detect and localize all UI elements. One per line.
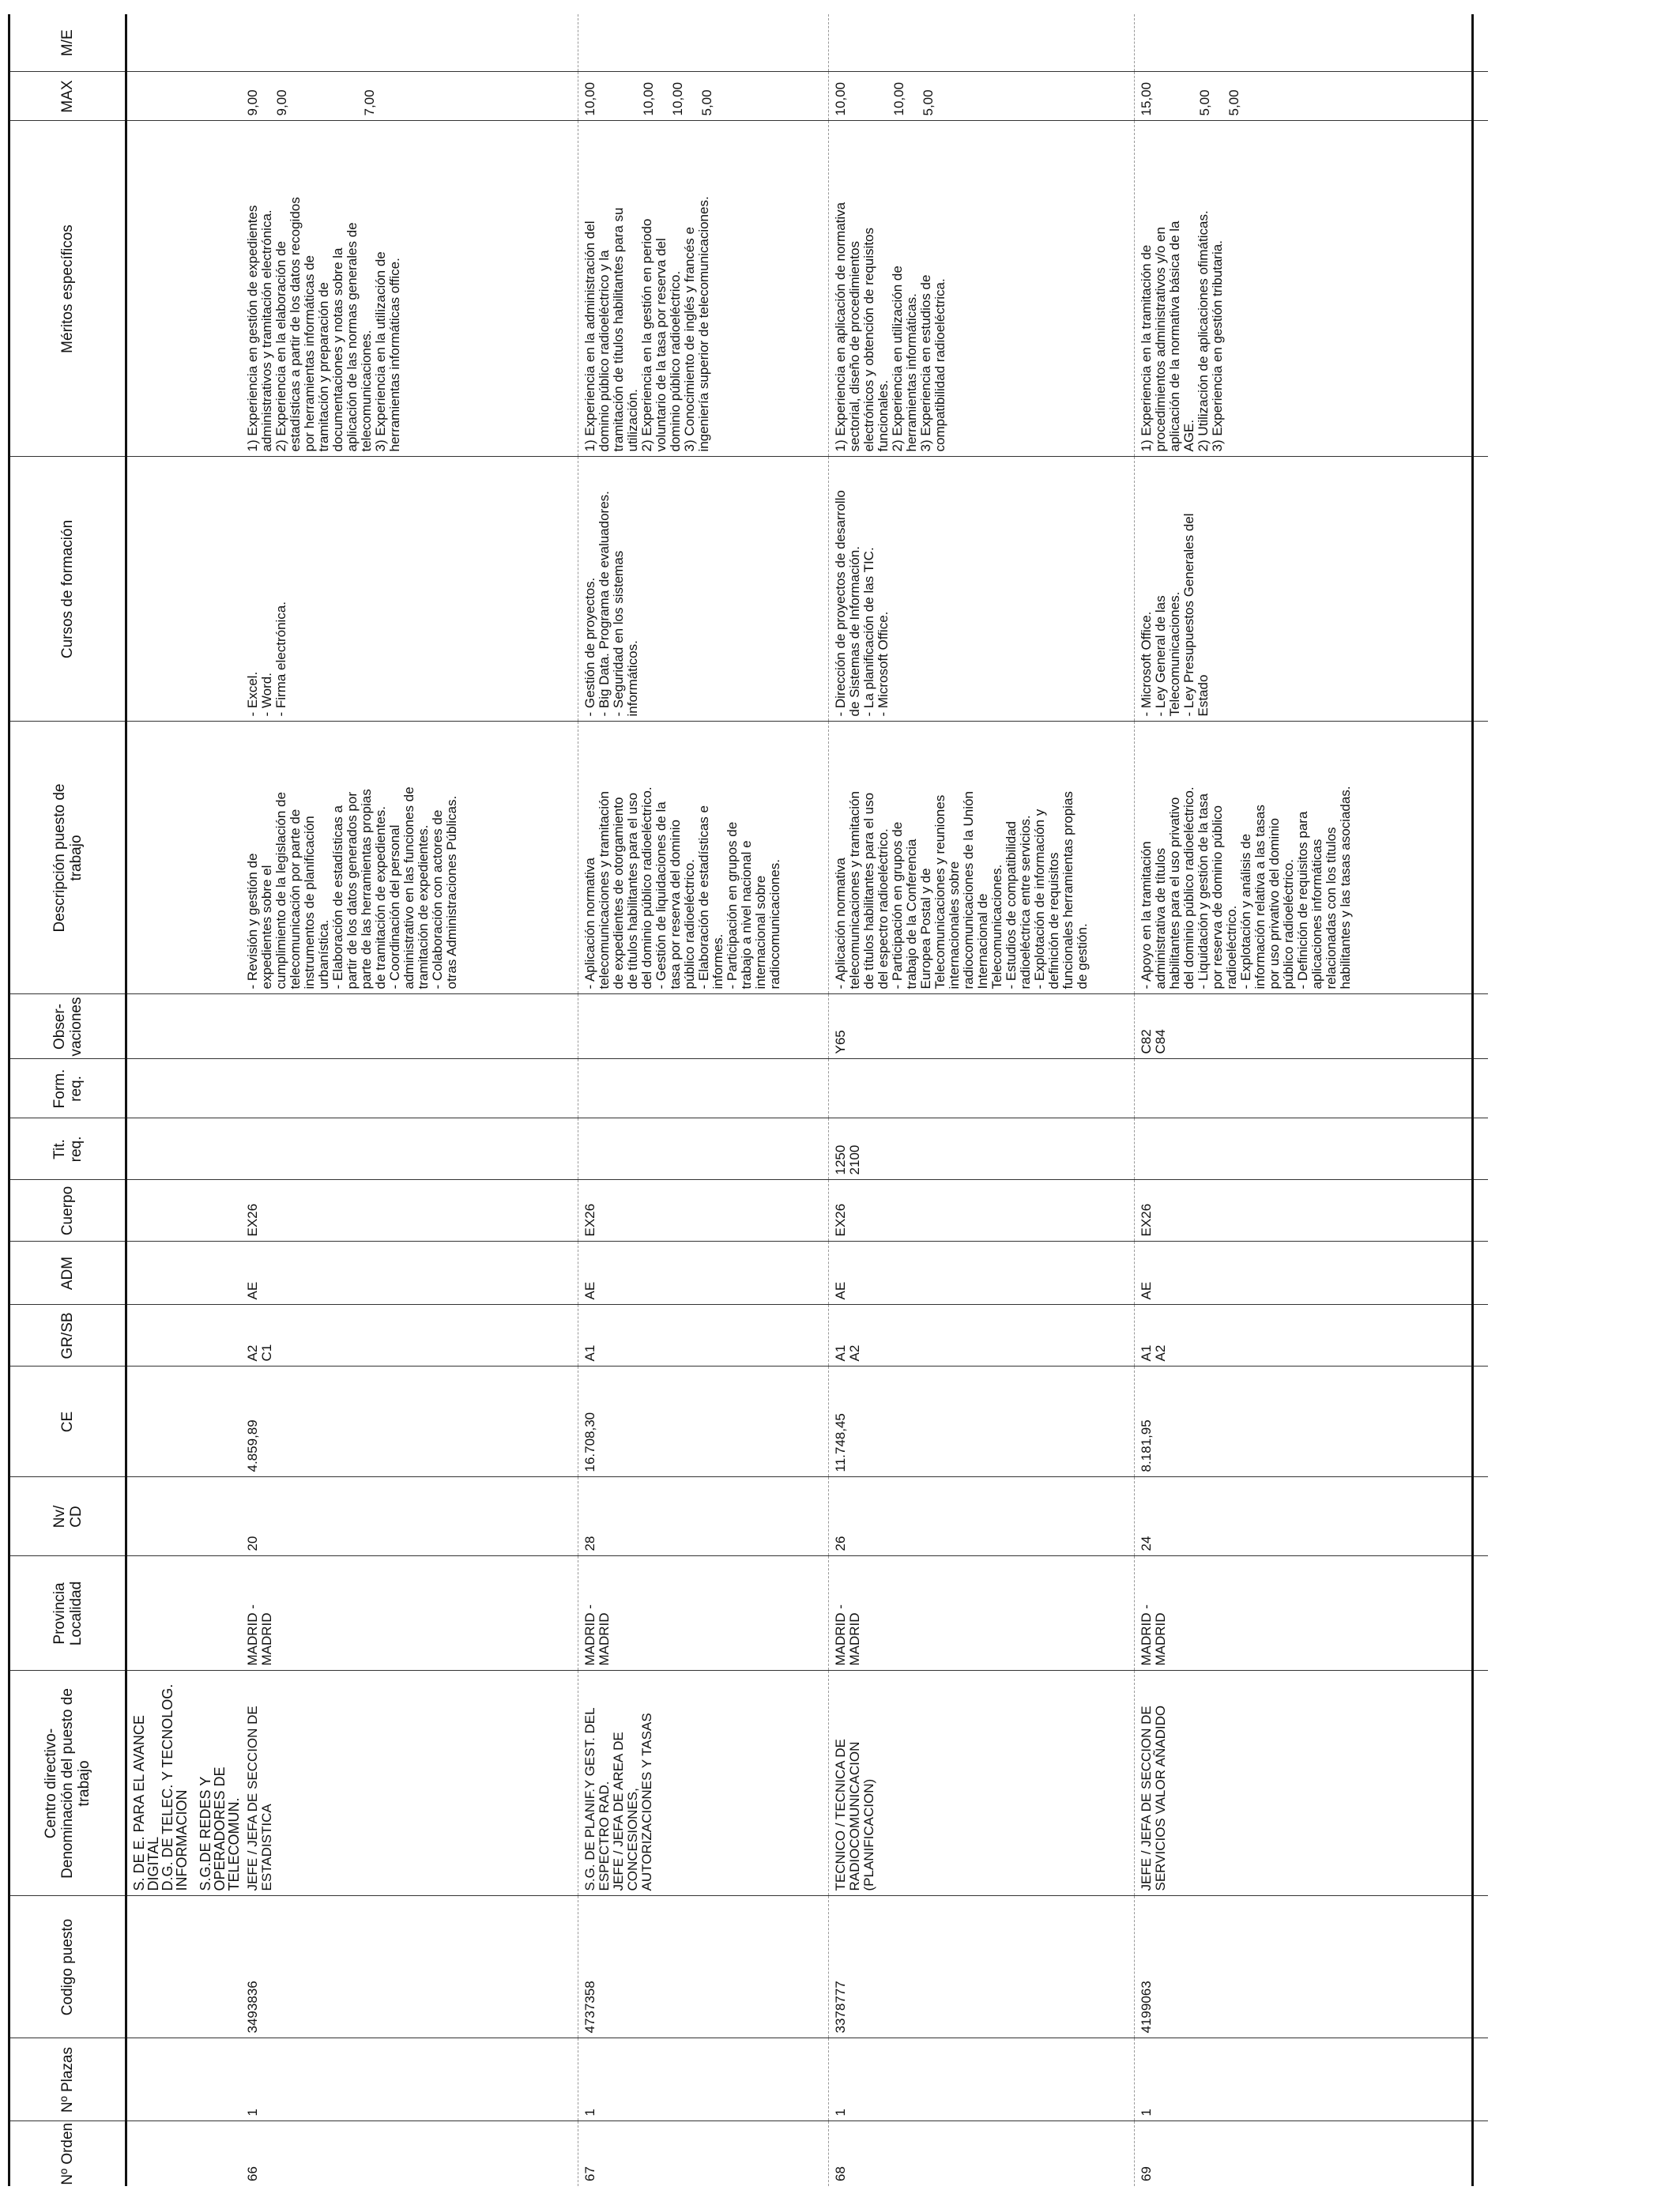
meritos-cell: 1) Experiencia en la administración del dominio público radioeléctrico y la tramitación de títulos habilitantes para su utilización. 2) Experiencia en la gestión en periodo voluntario de la tasa por reserva del dominio público radioeléctrico. 3) Conocimiento de inglés y francés e ingeniería superior de telecomunicaciones. [578,121,829,457]
descripcion-cell: - Aplicación normativa telecomunicaciones y tramitación de títulos habilitantes para el uso del espectro radioeléctrico. - Participación en grupos de trabajo de la Conferencia Europea Postal y de Telecomunicaciones y reuniones internacionales sobre radiocomunicaciones de la Unión Internacional de Telecomunicaciones. - Estudios de compatibilidad radioeléctrica entre servicios. - Explotación de información y definición de requisitos funcionales herramientas propias de gestión. [829,722,1135,994]
form-cell [829,1059,1135,1118]
codigo-cell: 3378777 [829,1896,1135,2038]
header-ce: CE [9,1367,126,1477]
tit-cell [578,1118,829,1180]
max-value: 10,00 [582,81,597,116]
cuerpo-cell: EX26 [1135,1180,1473,1242]
plazas-cell: 1 [1135,2038,1473,2121]
adm-cell: AE [241,1242,578,1305]
max-value: 5,00 [1197,89,1212,116]
grsb-cell: A1 [578,1305,829,1367]
max-cell [578,72,829,121]
max-cell [1135,72,1473,121]
me-cell [241,14,578,72]
max-value: 5,00 [699,89,714,116]
obs-cell [578,994,829,1059]
table-bottom-rule [1473,14,1489,2186]
max-value [863,76,892,116]
descripcion-cell: - Apoyo en la tramitación administrativa de títulos habilitantes para el uso privativo del dominio público radioeléctrico. - Liquidación y gestión de la tasa por reserva de dominio público radioeléctrico. - Explotación y análisis de información relativa a las tasas por uso privativo del dominio público radioeléctrico. - Definición de requisitos para aplicaciones informáticas relacionadas con los títulos habilitantes y las tasas asociadas. [1135,722,1473,994]
nivel-cell: 24 [1135,1477,1473,1556]
max-value [612,76,642,116]
orden-cell: 69 [1135,2121,1473,2186]
max-value [951,76,980,116]
plazas-cell: 1 [241,2038,578,2121]
centro-cell [578,1671,829,1896]
cursos-cell: - Microsoft Office. - Ley General de las Telecomunicaciones. - Ley Presupuestos Generales del Estado [1135,457,1473,722]
header-obs: Obser- vaciones [9,994,126,1059]
max-value: 10,00 [833,81,848,116]
meritos-cell: 1) Experiencia en aplicación de normativa sectorial, diseño de procedimientos electrónicos y obtención de requisitos funcionales. 2) Experiencia en utilización de herramientas informáticas. 3) Experiencia en estudios de compatibilidad radioeléctrica. [829,121,1135,457]
tit-cell [1135,1118,1473,1180]
nivel-cell: 28 [578,1477,829,1556]
provincia-cell: MADRID - MADRID [241,1556,578,1671]
denominacion-text: JEFE / JEFA DE SECCION DE ESTADISTICA [245,1706,274,1891]
provincia-cell: MADRID - MADRID [829,1556,1135,1671]
table-row [578,14,829,2186]
ce-cell: 16.708,30 [578,1367,829,1477]
adm-cell: AE [578,1242,829,1305]
codigo-cell: 4199063 [1135,1896,1473,2038]
tit-cell [241,1118,578,1180]
header-cuerpo: Cuerpo [9,1180,126,1242]
centro-cell [1135,1671,1473,1896]
max-value [1256,76,1286,116]
table-row [1135,14,1473,2186]
header-plazas: Nº Plazas [9,2038,126,2121]
max-value: 5,00 [921,89,936,116]
codigo-cell: 3493836 [241,1896,578,2038]
header-adm: ADM [9,1242,126,1305]
meritos-cell: 1) Experiencia en gestión de expedientes administrativos y tramitación electrónica. 2) Experiencia en la elaboración de estadísticas a partir de los datos recogidos por herramientas informáticas de tramitación y preparación de documentaciones y notas sobre la aplicación de las normas generales de telecomunicaciones. 3) Experiencia en la utilización de herramientas informáticas office. [241,121,578,457]
nivel-cell: 20 [241,1477,578,1556]
max-value [333,76,363,116]
me-cell [829,14,1135,72]
cuerpo-cell: EX26 [829,1180,1135,1242]
max-value: 15,00 [1139,81,1154,116]
header-orden: Nº Orden [9,2121,126,2186]
centro-cell [241,1671,578,1896]
cursos-cell: - Gestión de proyectos. - Big Data. Programa de evaluadores. - Seguridad en los sistemas informáticos. [578,457,829,722]
me-cell [578,14,829,72]
adm-cell: AE [829,1242,1135,1305]
max-value: 9,00 [274,89,289,116]
orden-cell: 66 [241,2121,578,2186]
header-row [9,14,126,2186]
org-sub: S.G.DE REDES Y OPERADORES DE TELECOMUN. [198,1766,242,1891]
descripcion-cell: - Aplicación normativa telecomunicaciones y tramitación de expedientes de otorgamiento de títulos habilitantes para el uso del dominio público radioeléctrico. - Gestión de liquidaciones de la tasa por reserva del dominio público radioeléctrico. - Elaboración de estadísticas e informes. - Participación en grupos de trabajo a nivel nacional e internacional sobre radiocomunicaciones. [578,722,829,994]
header-cursos: Cursos de formación [9,457,126,722]
max-value: 9,00 [245,89,260,116]
meritos-cell: 1) Experiencia en la tramitación de procedimientos administrativos y/o en aplicación de la normativa básica de la AGE. 2) Utilización de aplicaciones ofimáticas. 3) Experiencia en gestión tributaria. [1135,121,1473,457]
ce-cell: 4.859,89 [241,1367,578,1477]
header-max: MAX [9,72,126,121]
header-grsb: GR/SB [9,1305,126,1367]
cursos-cell: - Dirección de proyectos de desarrollo de Sistemas de Información. - La planificación de las TIC. - Microsoft Office. [829,457,1135,722]
obs-cell [241,994,578,1059]
max-value: 5,00 [1226,89,1241,116]
cuerpo-cell: EX26 [578,1180,829,1242]
organization-cell [126,1671,242,1896]
provincia-cell: MADRID - MADRID [1135,1556,1473,1671]
header-tit: Tit. req. [9,1118,126,1180]
obs-cell: Y65 [829,994,1135,1059]
header-descripcion: Descripción puesto de trabajo [9,722,126,994]
me-cell [1135,14,1473,72]
header-me: M/E [9,14,126,72]
grsb-cell: A1 A2 [1135,1305,1473,1367]
form-cell [241,1059,578,1118]
grsb-cell: A2 C1 [241,1305,578,1367]
max-value [304,76,333,116]
plazas-cell: 1 [829,2038,1135,2121]
max-value: 7,00 [362,89,377,116]
org-top: S. DE E. PARA EL AVANCE DIGITAL D.G. DE TELEC. Y TECNOLOG. INFORMACION [131,1683,190,1891]
orden-cell: 68 [829,2121,1135,2186]
job-positions-table [8,14,1488,2186]
form-cell [578,1059,829,1118]
centro-cell [829,1671,1135,1896]
form-cell [1135,1059,1473,1118]
plazas-cell: 1 [578,2038,829,2121]
orden-cell: 67 [578,2121,829,2186]
descripcion-cell: - Revisión y gestión de expedientes sobre el cumplimiento de la legislación de telecomunicación por parte de instrumentos de planificación urbanística. - Elaboración de estadísticas a partir de los datos generados por parte de las herramientas propias de tramitación de expedientes. - Coordinación del personal administrativo en las funciones de tramitación de expedientes. - Colaboración con actores de otras Administraciones Públicas. [241,722,578,994]
denominacion-text: JEFE / JEFA DE SECCION DE SERVICIOS VALOR AÑADIDO [1139,1705,1168,1891]
provincia-cell: MADRID - MADRID [578,1556,829,1671]
header-centro: Centro directivo- Denominación del puesto de trabajo [9,1671,126,1896]
cursos-cell: - Excel. - Word. - Firma electrónica. [241,457,578,722]
table-row [829,14,1135,2186]
max-value [1169,76,1198,116]
header-meritos: Méritos específicos [9,121,126,457]
header-form: Form. req. [9,1059,126,1118]
max-cell [241,72,578,121]
max-value: 10,00 [641,81,656,116]
grsb-cell: A1 A2 [829,1305,1135,1367]
denominacion-text: JEFE / JEFA DE AREA DE CONCESIONES, AUTORIZACIONES Y TASAS [611,1713,654,1891]
header-codigo: Codigo puesto [9,1896,126,2038]
obs-cell: C82 C84 [1135,994,1473,1059]
ce-cell: 8.181,95 [1135,1367,1473,1477]
header-provincia: Provincia Localidad [9,1556,126,1671]
max-value: 10,00 [670,81,685,116]
denominacion-text: TECNICO / TECNICA DE RADIOCOMUNICACION (PLANIFICACION) [833,1739,876,1891]
adm-cell: AE [1135,1242,1473,1305]
nivel-cell: 26 [829,1477,1135,1556]
table-row [241,14,578,2186]
unidad-text: S.G. DE PLANIF.Y GEST. DEL ESPECTRO RAD. [582,1707,612,1891]
header-nivel: Nv/ CD [9,1477,126,1556]
max-cell [829,72,1135,121]
tit-cell: 1250 2100 [829,1118,1135,1180]
cuerpo-cell: EX26 [241,1180,578,1242]
ce-cell: 11.748,45 [829,1367,1135,1477]
max-value: 10,00 [891,81,906,116]
organization-row [126,14,242,2186]
codigo-cell: 4737358 [578,1896,829,2038]
